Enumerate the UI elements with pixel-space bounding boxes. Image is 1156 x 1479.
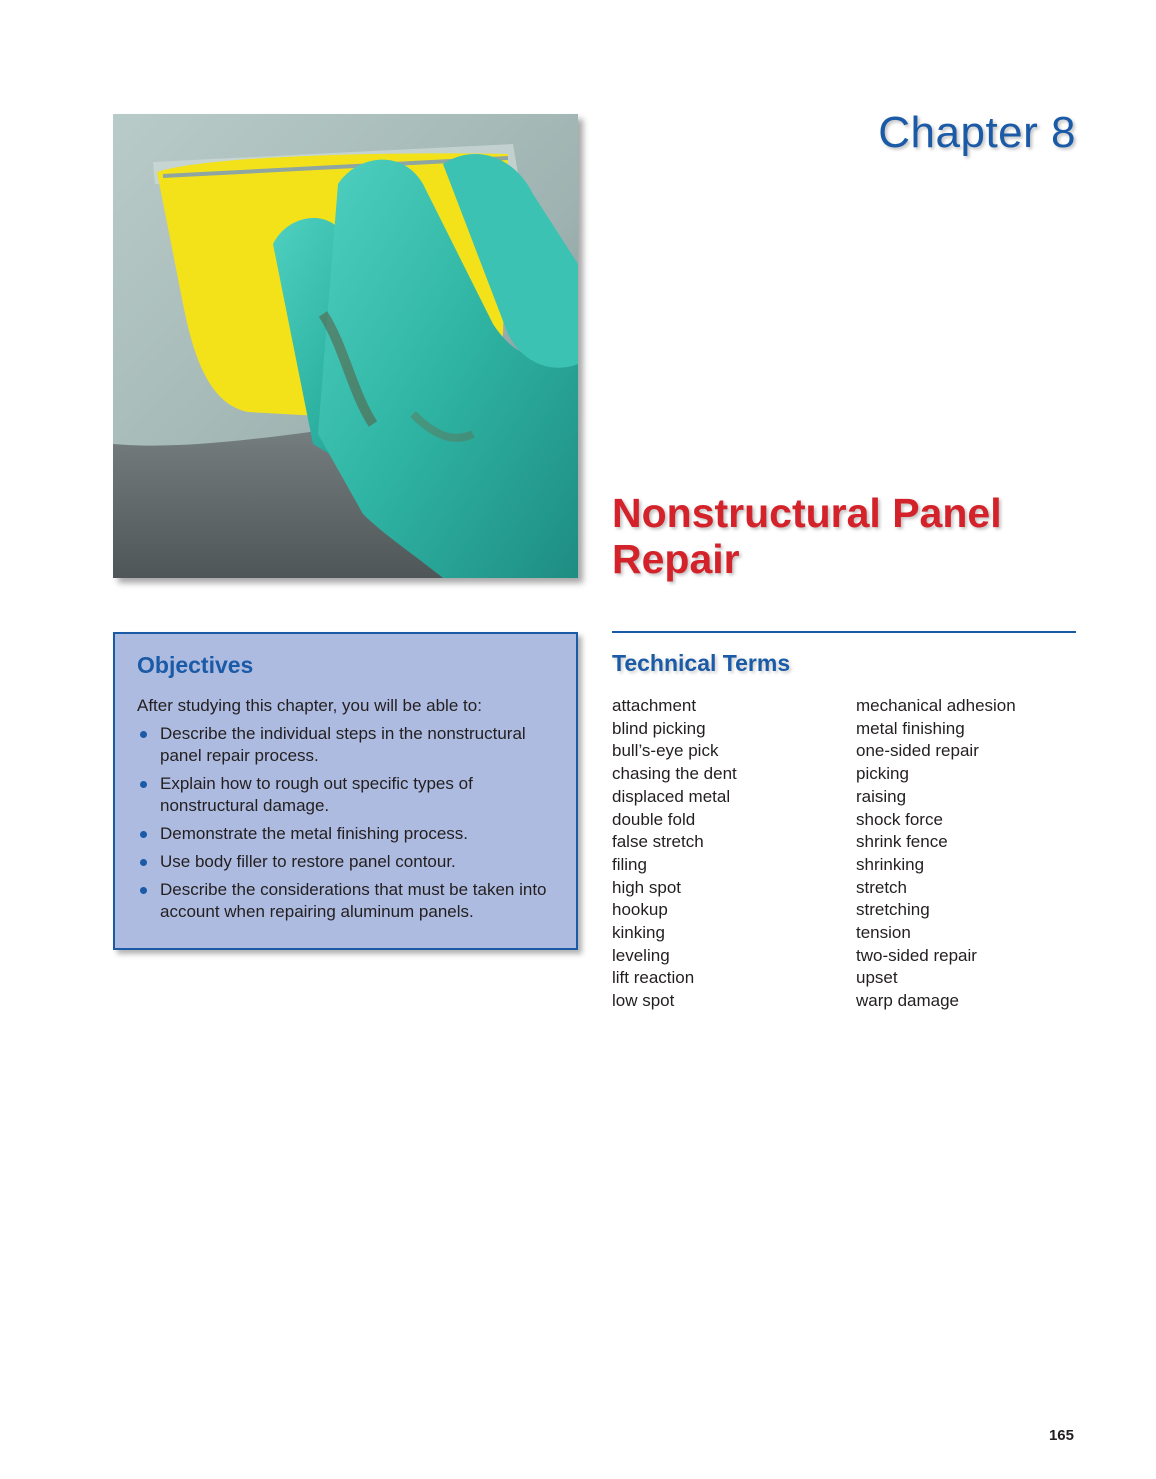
objectives-heading: Objectives [137,652,254,678]
objective-text: Describe the considerations that must be taken into account when repairing aluminum panels. [160,880,547,921]
technical-term: displaced metal [612,786,731,806]
objectives-intro: After studying this chapter, you will be able to: [137,696,482,715]
technical-term: tension [856,923,911,943]
technical-term: shrink fence [856,832,948,852]
section-divider [612,631,1076,633]
technical-term: shrinking [856,854,925,874]
technical-term: metal finishing [856,718,965,738]
technical-term: chasing the dent [612,764,737,784]
objective-text: Describe the individual steps in the nonstructural panel repair process. [160,724,526,765]
technical-term: upset [856,968,898,988]
technical-term: raising [856,786,907,806]
objectives-list [137,723,554,923]
chapter-photo [113,114,578,578]
objective-text: Explain how to rough out specific types of nonstructural damage. [160,774,473,815]
technical-terms-right-column [856,695,1016,1013]
technical-term: shock force [856,809,943,829]
technical-term: one-sided repair [856,741,979,761]
bullet-icon [140,859,147,866]
objective-text: Demonstrate the metal finishing process. [160,824,469,843]
technical-term: stretching [856,900,930,920]
chapter-label: Chapter 8 [878,108,1076,157]
technical-term: blind picking [612,718,706,738]
objective-item [137,851,554,873]
technical-terms-left-column [612,695,737,1013]
technical-term: double fold [612,809,696,829]
objectives-box [113,632,578,950]
chapter-title: Nonstructural Panel Repair [612,490,1002,582]
bullet-icon [140,731,147,738]
technical-term: picking [856,764,909,784]
bullet-icon [140,831,147,838]
technical-term: hookup [612,900,668,920]
technical-term: mechanical adhesion [856,696,1016,715]
objective-text: Use body filler to restore panel contour. [160,852,456,871]
page-number: 165 [1048,1427,1074,1444]
bullet-icon [140,887,147,894]
technical-term: stretch [856,877,908,897]
objective-item [137,823,554,845]
technical-term: lift reaction [612,968,695,988]
technical-term: two-sided repair [856,945,977,965]
technical-term: filing [612,854,647,874]
technical-term: warp damage [856,991,960,1011]
technical-term: false stretch [612,832,704,852]
technical-term: kinking [612,923,665,943]
objective-item [137,773,554,817]
technical-term: leveling [612,945,670,965]
gloved-hand-spreading-filler-image [113,114,578,578]
technical-term: low spot [612,991,675,1011]
objective-item [137,879,554,923]
technical-term: bull’s-eye pick [612,741,719,761]
technical-term: high spot [612,877,681,897]
technical-term: attachment [612,696,697,715]
objective-item [137,723,554,767]
technical-terms-heading: Technical Terms [612,650,791,676]
bullet-icon [140,781,147,788]
